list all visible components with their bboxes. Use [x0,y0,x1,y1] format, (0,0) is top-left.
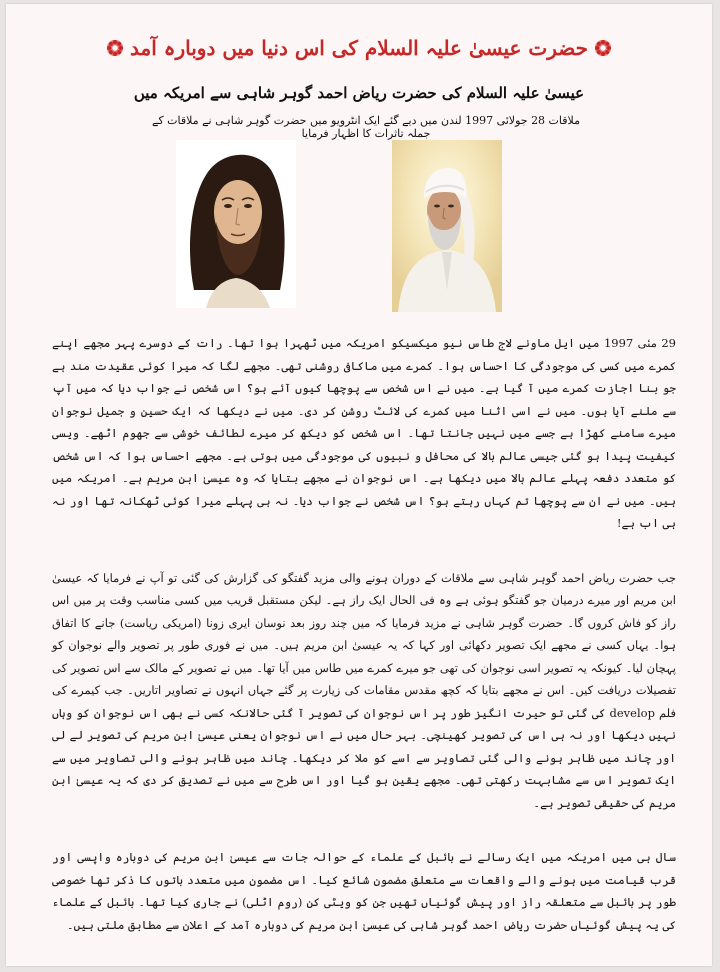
rosette-icon [106,39,124,57]
paragraph: جب حضرت ریاض احمد گوہر شاہی سے ملاقات کے دوران ہونے والی مزید گفتگو کی گزارش کی گئی تو آپ نے فرمایا کہ عیسیٰ ابن مریم اور میرے درمیان جو گفتگو ہوئی ہے وہ فی الحال ایک راز ہے۔ لیکن مستقبل قریب میں کسی مناسب وقت پر میں اس راز کو فاش کروں گا۔ حضرت گوہر شاہی نے مزید فرمایا کہ میں چند روز بعد نوسان ایری زونا (امریکی ریاست) جانے کا اتفاق ہوا۔ یہاں کسی نے مجھے ایک تصویر دکھائی اور کہا کہ یہ عیسیٰ ابن مریم ہیں۔ میں نے فوری طور پر تصویر والے نوجوان کو پہچان لیا۔ کیونکہ یہ تصویر اسی نوجوان کی تھی جو میرے کمرے میں طاس میں آیا تھا۔ میں نے تصویر کے مالک سے اس تصویر کی تفصیلات دریافت کیں۔ اس نے مجھے بتایا کہ کچھ مقدس مقامات کی زیارت پر گئے جہاں انہوں نے تصاویر اتاریں۔ جب کیمرے کی فلم develop کی گئی تو حیرت انگیز طور پر اس نوجوان کی تصویر آ گئی حالانکہ کسی نے بھی اس نوجوان کو وہاں نہیں دیکھا اور نہ ہی اس کی تصویر کھینچی۔ بہر حال میں نے اس نوجوان یعنی عیسیٰ ابن مریم کی تصویر لے لی اور چاند میں ظاہر ہونے والی گئی تصاویر سے اسے کو ملا کر دیکھا۔ چاند میں ظاہر ہونے والی تصاویر میں سے ایک تصویر اس سے مشابہت رکھتی تھی۔ مجھے یقین ہو گیا اور اس طرح سے میں نے تصدیق کر دی کہ یہ عیسیٰ ابن مریم کی حقیقی تصویر ہے۔ [52,570,676,810]
article-body [52,332,676,968]
title-row [6,36,712,60]
document-page [6,4,712,966]
paragraph: سال ہی میں امریکہ میں ایک رسالے نے بائبل کے علماء کے حوالہ جات سے عیسیٰ ابن مریم کی دوبارہ واپسی اور قرب قیامت میں ہونے والے واقعات سے متعلق مضمون شائع کیا۔ اس مضمون میں متعدد باتوں کا ذکر تھا خصوصی طور پر بائبل سے متعلقہ راز اور پیش گوئیاں تھیں جن کو ویٹی کن (روم اٹلی) نے جاری کیا تھا۔ بائبل کے علماء کی یہ پیش گوئیاں حضرت ریاض احمد گوہر شاہی کی عیسیٰ ابن مریم کی دوبارہ آمد کے اعلان سے مطابق ملتی ہیں۔ [52,850,676,932]
rosette-icon [594,39,612,57]
intro-line: ملاقات 28 جولائی 1997 لندن میں دیے گئے ایک انٹرویو میں حضرت گوہر شاہی نے ملاقات کے جملہ تاثرات کا اظہار فرمایا [152,114,580,140]
portrait-of-jesus [176,140,296,308]
portrait-of-gohar-shahi [392,140,502,312]
subtitle: عیسیٰ علیہ السلام کی حضرت ریاض احمد گوہر شاہی سے امریکہ میں [133,84,585,102]
page-title: حضرت عیسیٰ علیہ السلام کی اس دنیا میں دوبارہ آمد [130,36,588,60]
paragraph: 29 مئی 1997 میں ایل ماونے لاج طاس نیو میکسیکو امریکہ میں ٹھہرا ہوا تھا۔ رات کے دوسرے پہر مجھے اپنے کمرے میں کسی کی موجودگی کا احساس ہوا۔ کمرے میں ماکافی روشنی تھی۔ مجھے لگا کہ میرا کوئی عقیدت مند ہے جو بنا اجازت کمرے میں آ گیا ہے۔ میں نے اس شخص سے پوچھا کیوں آئے ہو؟ اس شخص نے جواب دیا کہ میں آپ سے ملنے آیا ہوں۔ میں نے اسی اثنا میں کمرے کی لائٹ روشن کر دی۔ میں نے دیکھا کہ ایک حسین و جمیل نوجوان میرے سامنے کھڑا ہے جسے میں نہیں جانتا تھا۔ اس شخص کو دیکھ کر میرے لطائف خوشی سے جھوم اٹھے۔ ویسی کیفیت پیدا ہو گئی جیسی عالم بالا کی محافل و نبیوں کی موجودگی میں ہوتی ہے۔ مجھے احساس ہوا کہ اس شخص کو متعدد دفعہ پہلے عالم بالا میں دیکھا ہے۔ اس نوجوان نے مجھے بتایا کہ وہ عیسیٰ ابن مریم ہے۔ امریکہ میں ہیں۔ میں نے ان سے پوچھا تم کہاں رہتے ہو؟ اس شخص نے جواب دیا۔ نہ ہی پہلے میرا کوئی ٹھکانہ تھا اور نہ ہی اب ہے! [52,336,676,530]
